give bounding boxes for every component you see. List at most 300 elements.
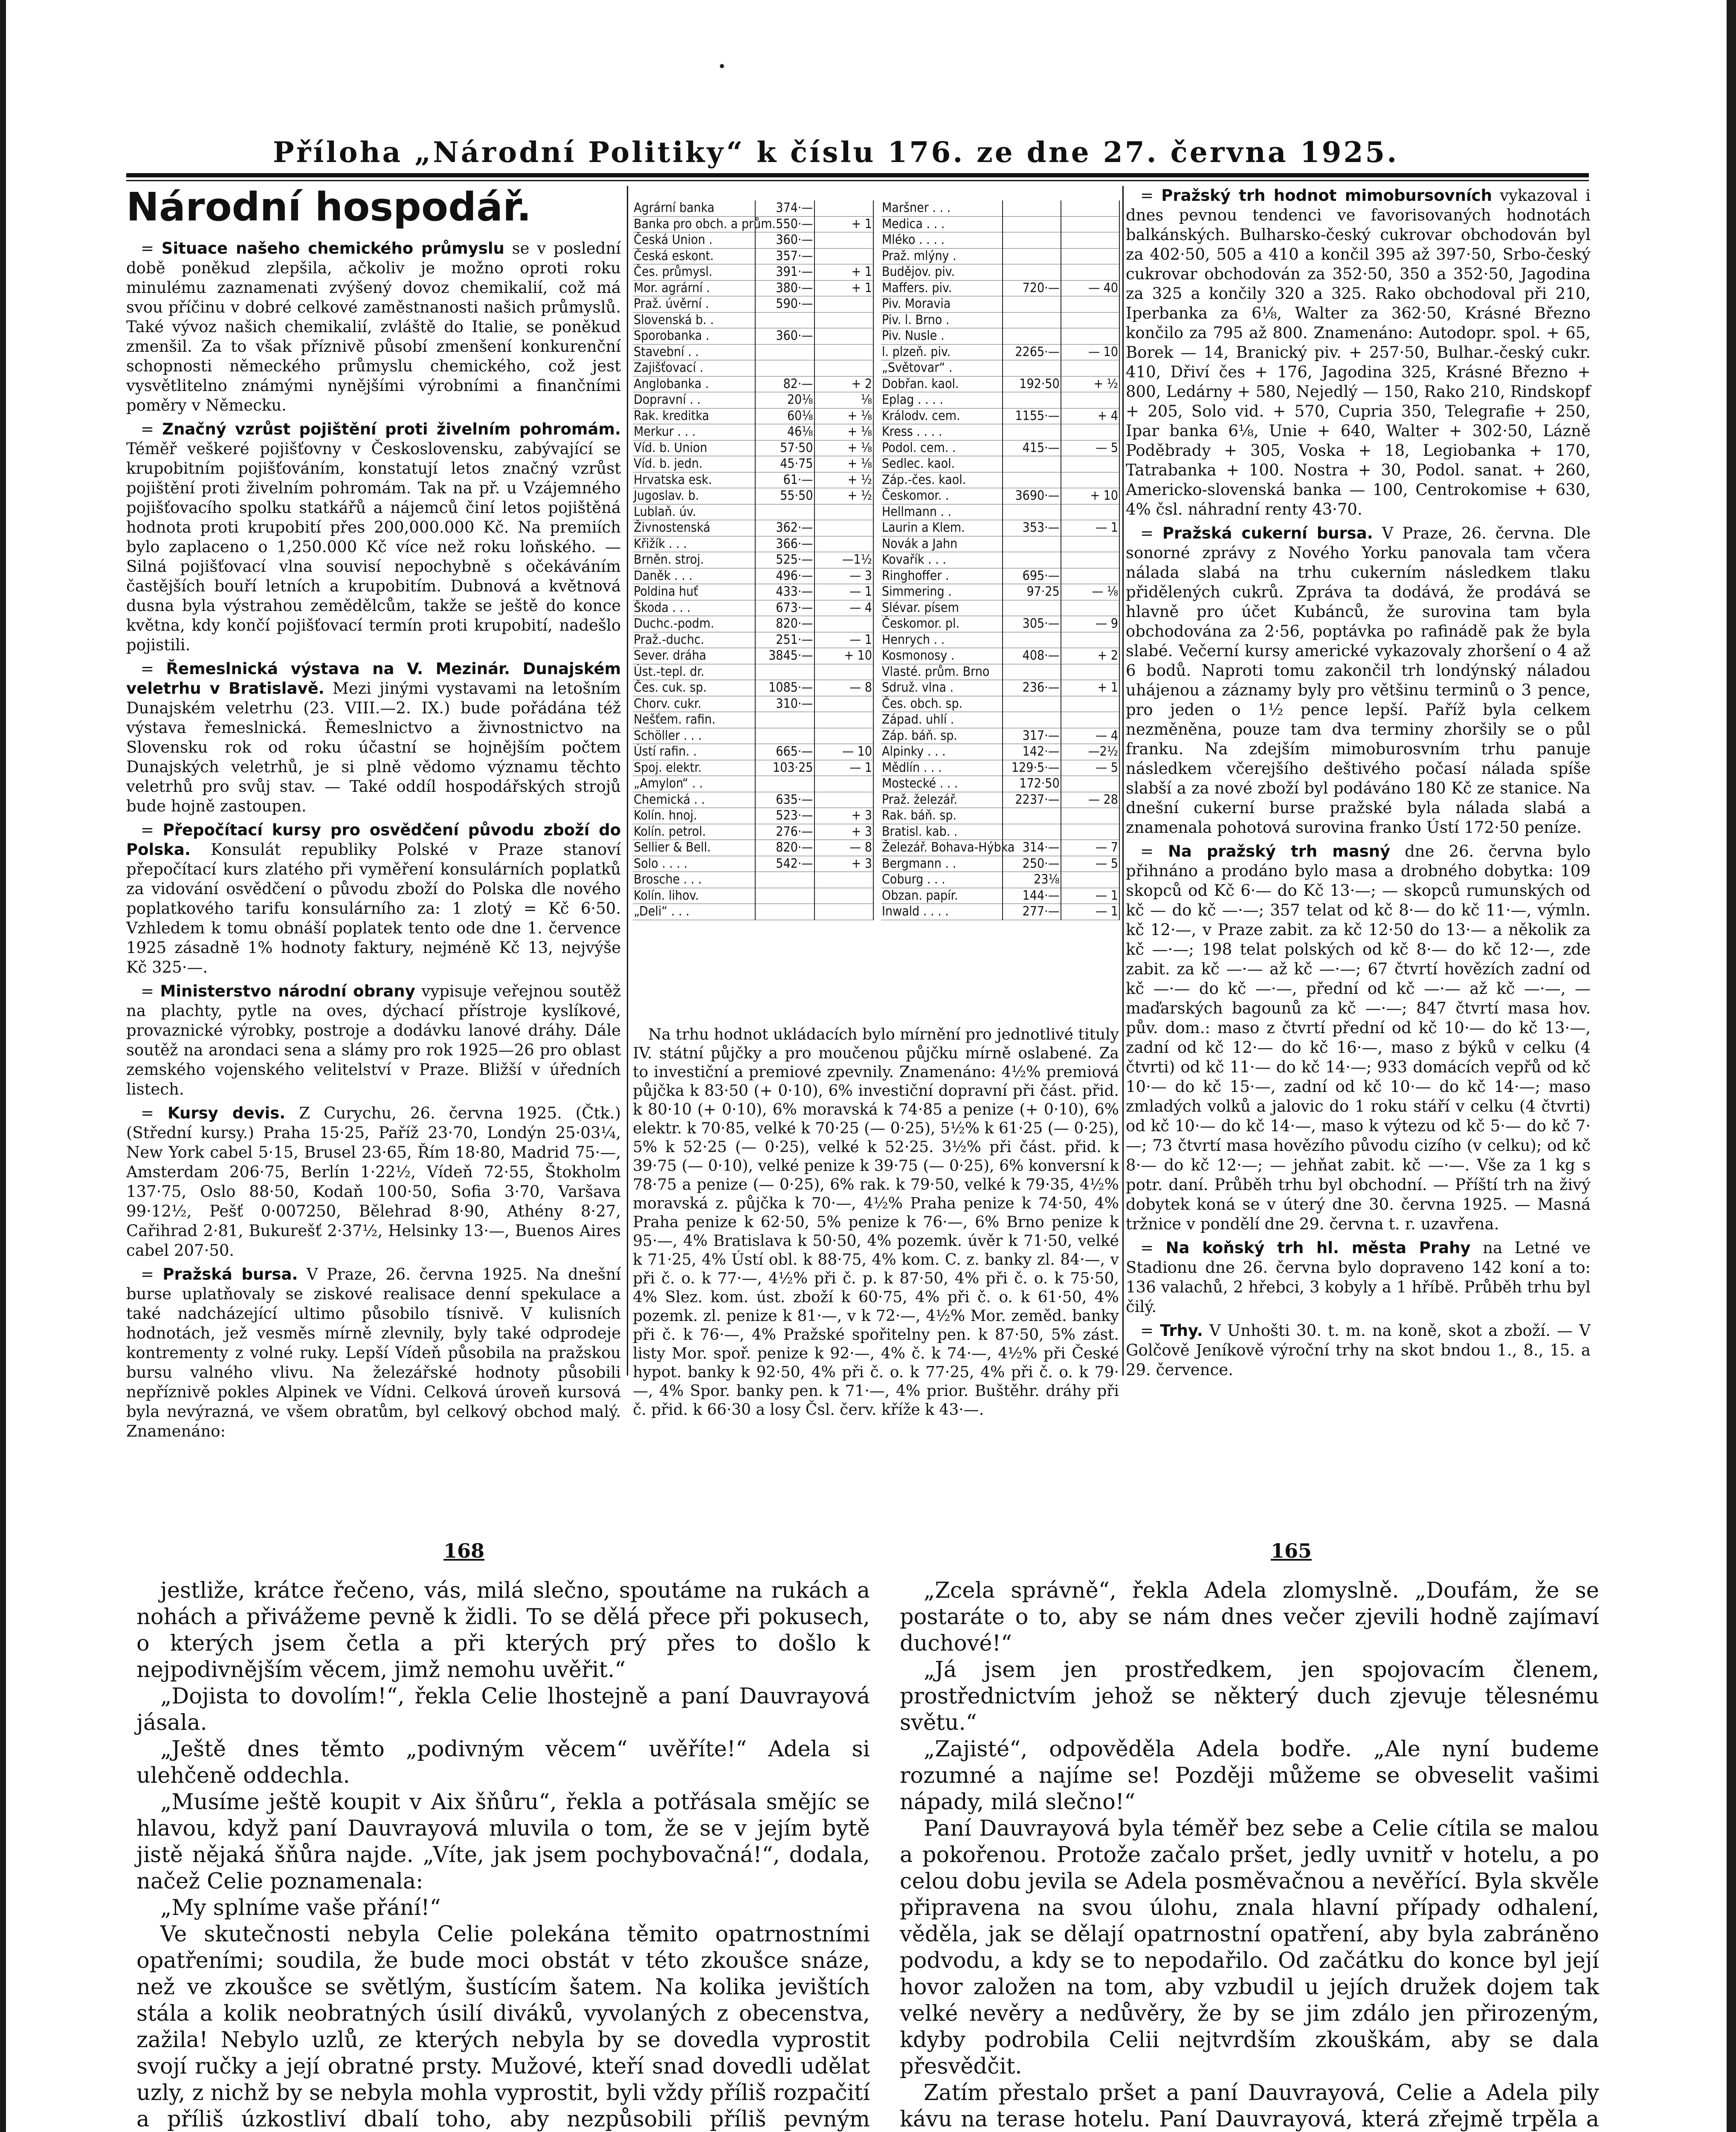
quote-name: Inwald . . . .	[881, 904, 1003, 920]
page-number-right: 165	[1271, 1539, 1312, 1562]
quote-price	[1003, 552, 1061, 568]
news-item-text: vykazoval i dnes pevnou tendenci ve favorisovaných hodnotách balkánských. Bulharsko-český cukrovar obchodován byl za 402·50, 505 a 410 a končil 395 až 397·50, Srbo-český cukrovar obchodován za 352·50, 350 a 352·50, Jagodina za 325 a končily 320 a 325. Rako obchodoval při 210, Iperbanka za 6⅛, Walter za 362·50, Krásné Březno končilo za 795 až 800. Znamenáno: Autodopr. spol. + 65, Borek — 14, Branický piv. + 257·50, Bulhar.-český cukr. 410, Dřiví čes + 176, Jagodina 325, Krásné Březno + 800, Ledárny + 580, Nejedlý — 150, Rako 210, Rindskopf + 205, Solo vid. + 570, Cupria 350, Telegrafie + 250, Ipar banka 6⅛, Unie + 640, Walter + 302·50, Lázně Poděbrady + 305, Voska + 18, Legiobanka + 170, Tatrabanka + 100. Nostra + 30, Podol. sanat. + 260, Americko-slovenská banka — 100, Centrokomise + 630, 4% čsl. náhradní renty 43·70.	[1126, 186, 1591, 519]
quote-price: 55·50	[755, 488, 814, 504]
quote-price: 57·50	[755, 440, 814, 456]
quote-change	[814, 888, 874, 904]
quote-row	[633, 792, 873, 808]
quote-change	[814, 360, 874, 377]
quote-name: Daněk . . .	[633, 568, 755, 584]
quote-price	[1003, 456, 1061, 472]
stock-quotes-table-right	[881, 200, 1120, 1023]
quote-name: Piv. Nusle .	[881, 328, 1003, 345]
quote-change: + 1	[1061, 680, 1119, 696]
quote-name: Rak. báň. sp.	[881, 808, 1003, 824]
quote-price: 408·—	[1003, 648, 1061, 664]
quote-change	[1061, 200, 1119, 216]
news-item-heading: Trhy.	[1160, 1321, 1203, 1340]
quote-price	[1003, 664, 1061, 680]
quote-row	[881, 856, 1119, 872]
news-item: = Pražská bursa. V Praze, 26. června 1925. Na dnešní burse uplatňovaly se ziskové realisace denní spekulace a také nadcházející ultimo působilo tísnivě. V kulisních hodnotách, jež vesměs mírně zlevnily, byly také odprodeje kontrementy z volné ruky. Lepší Vídeň působila na pražskou bursu valného vlivu. Na železářské hodnoty působili nepříznivě pokles Alpinek ve Vídni. Celková úroveň kursová byla nevýrazná, ve všem obratům, byl celkový obchod malý. Znamenáno:	[126, 1265, 621, 1440]
quote-change: — 5	[1061, 856, 1119, 872]
quote-row	[633, 424, 873, 440]
quote-row	[881, 328, 1119, 345]
quote-row	[633, 232, 873, 249]
news-item-text: V Praze, 26. června. Dle sonorné zprávy z Nového Yorku panovala tam včera nálada slabá na trhu cukerním následkem tlaku přidělených cukrů. Zpráva ta dodává, že prodává se hlavně pro účet Kubánců, že surovina tam byla obchodována za 2·56, poptávka po rafinádě pak že byla slabé. Večerní kursy americké vykazovaly zhoršení o 4 až 6 bodů. Naproti tomu zakončil trh londýnský náladou uhájenou a záznamy byly pro většinu terminů o 3 pence, pro jeden o 1½ pence lepší. Paříž byla celkem nezměněna, pouze tam dva terminy zhoršily se o půl franku. Na zdejším mimoburosvním trhu panuje následkem včerejšího deštivého počasí nálada spíše slabší a za nové zboží byl podáváno 180 Kč ze stanice. Na dnešní cukerní burse pražské byla nálada slabá a znamenala pohotová surovina franko Ústí 172·50 peníze.	[1126, 524, 1591, 837]
novel-paragraph: „Já jsem jen prostředkem, jen spojovacím členem, prostřednictvím jehož se některý duch zjevuje tělesnému světu.“	[900, 1657, 1599, 1735]
quote-name: Brněn. stroj.	[633, 552, 755, 568]
quote-name: Budějov. piv.	[881, 264, 1003, 281]
quote-change: — 1	[1061, 888, 1119, 904]
quote-price: 366·—	[755, 536, 814, 552]
news-item-heading: Pražská bursa.	[162, 1265, 298, 1283]
quote-name: Ústí rafin. .	[633, 744, 755, 760]
quote-price: 3690·—	[1003, 488, 1061, 504]
quote-name: Bergmann . .	[881, 856, 1003, 872]
quote-name: Víd. b. Union	[633, 440, 755, 456]
stock-quotes-table-left	[633, 200, 874, 1023]
quote-change	[1061, 360, 1119, 377]
quote-change: — 1	[814, 632, 874, 648]
quote-price: 2265·—	[1003, 344, 1061, 360]
news-item-heading: Pražská cukerní bursa.	[1162, 524, 1373, 542]
quote-change	[814, 504, 874, 520]
quote-row	[633, 552, 873, 568]
news-item: = Na koňský trh hl. města Prahy na Letné ve Stadionu dne 26. června bylo dopraveno 142 koní a to: 136 valachů, 2 hřebci, 3 kobyly a 1 hříbě. Průběh trhu byl čilý.	[1126, 1239, 1591, 1316]
quote-name: Českomor. pl.	[881, 616, 1003, 632]
quote-name: Praž. železář.	[881, 792, 1003, 808]
quote-row	[633, 488, 873, 504]
quote-name: Chorv. cukr.	[633, 696, 755, 712]
quote-name: Dobřan. kaol.	[881, 376, 1003, 392]
novel-paragraph: Paní Dauvrayová byla téměř bez sebe a Celie cítila se malou a pokořenou. Protože začalo pršet, jedly uvnitř v hotelu, a po celou dobu jevila se Adela posměvačnou a nevěřící. Byla skvěle připravena na svou úlohu, znala hlavní případy odhalení, věděla, jak se dělají opatrnostní opatření, aby byla zabráněno podvodu, a kdy se to nepodařilo. Od začátku do konce byl její hovor založen na tom, aby vzbudil u jejích družek dojem tak velké nevěry a nedůvěry, že by se jim zdálo jen přirozeným, kdyby podrobila Celii nejtvrdším zkouškám, aby se dala přesvědčit.	[900, 1816, 1599, 2079]
quote-change: + 1	[814, 264, 874, 281]
quote-price: 276·—	[755, 824, 814, 840]
quote-name: Alpinky . . .	[881, 744, 1003, 760]
quote-row	[881, 904, 1119, 920]
quote-row	[633, 776, 873, 792]
quote-price: 314·—	[1003, 840, 1061, 856]
news-item-text: Téměř veškeré pojišťovny v Československu, zabývající se krupobitním pojišťováním, konstatují letos značný vzrůst pojištění proti živelním pohromám. Tak na př. u Vzájemného pojišťovacího spolku statkářů a nájemců činí letos pojištěná hodnota proti krupobití přes 200,000.000 Kč. Na premiích bylo zaplaceno o 1,250.000 Kč více než roku loňského. — Silná pojišťovací vlna souvisí nepochybně s očekáváním častějších bouří letních a krupobitím. Dubnová a květnová dusna byla výstrahou zemědělcům, takže se ještě do konce května, kdy končí pojišťovací termín proti krupobití, nadešlo pojistili.	[126, 440, 621, 654]
quote-price: 317·—	[1003, 728, 1061, 744]
quote-name: Česká eskont.	[633, 248, 755, 264]
news-item: = Trhy. V Unhošti 30. t. m. na koně, skot a zboží. — V Golčově Jeníkově výroční trhy na skot bndou 1., 8., 15. a 29. července.	[1126, 1321, 1591, 1379]
quote-name: Agrární banka	[633, 200, 755, 216]
quote-change: — 9	[1061, 616, 1119, 632]
news-item-heading: Značný vzrůst pojištění proti živelním pohromám.	[162, 420, 621, 438]
quote-price	[1003, 248, 1061, 264]
quote-name: Čes. cuk. sp.	[633, 680, 755, 696]
quote-name: Kolín. petrol.	[633, 824, 755, 840]
quote-price	[1003, 504, 1061, 520]
quote-row	[881, 808, 1119, 824]
quote-price: 374·—	[755, 200, 814, 216]
quote-price	[755, 312, 814, 328]
quote-name: Kovařík . . .	[881, 552, 1003, 568]
quote-row	[881, 424, 1119, 440]
quote-name: Henrych . .	[881, 632, 1003, 648]
quote-name: Kolín. lihov.	[633, 888, 755, 904]
quote-change: + ⅛	[814, 408, 874, 424]
quote-change: + 4	[1061, 408, 1119, 424]
quote-name: Merkur . . .	[633, 424, 755, 440]
quote-price: 2237·—	[1003, 792, 1061, 808]
quote-row	[881, 520, 1119, 536]
news-item-heading: Ministerstvo národní obrany	[160, 982, 415, 1000]
quote-change: — 5	[1061, 760, 1119, 776]
quote-row	[881, 408, 1119, 424]
quote-name: Coburg . . .	[881, 872, 1003, 888]
quote-price: 720·—	[1003, 280, 1061, 296]
news-item-text: V Praze, 26. června 1925. Na dnešní burse uplatňovaly se ziskové realisace denní spekulace a také nadcházející ultimo působilo tísnivě. V kulisních hodnotách, jež vesměs mírně zlevnily, byly také odprodeje kontrementy z volné ruky. Lepší Vídeň působila na pražskou bursu valného vlivu. Na železářské hodnoty působili nepříznivě pokles Alpinek ve Vídni. Celková úroveň kursová byla nevýrazná, ve všem obratům, byl celkový obchod malý. Znamenáno:	[126, 1265, 621, 1440]
quote-price: 82·—	[755, 376, 814, 392]
quote-price	[1003, 696, 1061, 712]
quote-price	[755, 664, 814, 680]
quote-change	[1061, 504, 1119, 520]
quote-name: Nešťem. rafin.	[633, 712, 755, 728]
quote-change	[1061, 392, 1119, 408]
quote-row	[633, 696, 873, 712]
quote-price	[755, 776, 814, 792]
bond-market-report	[633, 1025, 1119, 1419]
quote-price	[1003, 712, 1061, 728]
quote-change	[814, 328, 874, 345]
news-item-heading: Na koňský trh hl. města Prahy	[1165, 1239, 1471, 1257]
quote-change	[1061, 424, 1119, 440]
quote-change	[1061, 568, 1119, 584]
quote-row	[633, 904, 873, 920]
quote-name: Mléko . . . .	[881, 232, 1003, 249]
quote-change: + ½	[814, 488, 874, 504]
quote-name: Ringhoffer .	[881, 568, 1003, 584]
quote-row	[633, 872, 873, 888]
quote-price	[1003, 200, 1061, 216]
quote-row	[881, 504, 1119, 520]
quote-change: + ⅛	[814, 456, 874, 472]
quote-name: Laurin a Klem.	[881, 520, 1003, 536]
quote-row	[881, 264, 1119, 281]
quote-change: — 7	[1061, 840, 1119, 856]
quote-change	[814, 536, 874, 552]
quote-name: Kosmonosy .	[881, 648, 1003, 664]
quote-price	[755, 888, 814, 904]
quote-price: 236·—	[1003, 680, 1061, 696]
quote-row	[881, 232, 1119, 249]
quote-name: l. plzeň. piv.	[881, 344, 1003, 360]
quote-price: 590·—	[755, 296, 814, 313]
quote-row	[633, 584, 873, 600]
news-item-text: se v poslední době poněkud zlepšila, ačkoliv je možno oproti roku minulému zaznamenati zvýšený dovoz chemikalií, což má svou příčinu v dobré celkové zaměstnanosti našich průmyslů. Také vývoz našich chemikalií, zvláště do Italie, se poněkud zmenšil. Za to však příznivě působí zmenšení konkurenční schopnosti německého průmyslu chemického, což jest vysvětlitelno známými nynějšími výrobními a finančními poměry v Německu.	[126, 239, 621, 414]
quote-change	[814, 712, 874, 728]
quote-price: 362·—	[755, 520, 814, 536]
quote-price: 391·—	[755, 264, 814, 281]
quote-price	[1003, 392, 1061, 408]
quote-change: — 1	[1061, 904, 1119, 920]
news-item-text: Mezi jinými vystavami na letošním Dunajském veletrhu (23. VIII.—2. IX.) bude pořádána též výstava řemeslnická. Řemeslnictvo a živnostnictvo na Slovensku rok od roku účastní se hojnějším počtem Dunajských veletrhů, je si plně vědomo významu těchto veletrhů pro svůj stav. — Také oddíl hospodářských strojů bude hojně zastoupen.	[126, 679, 621, 815]
quote-row	[881, 680, 1119, 696]
quote-change	[1061, 472, 1119, 488]
quote-row	[881, 696, 1119, 712]
novel-page-left	[136, 1578, 870, 2132]
quote-change: — 4	[1061, 728, 1119, 744]
quote-change: — 1	[814, 760, 874, 776]
quote-change: + 2	[814, 376, 874, 392]
quote-name: Živnostenská	[633, 520, 755, 536]
quote-row	[881, 472, 1119, 488]
quote-row	[633, 456, 873, 472]
quote-price: 353·—	[1003, 520, 1061, 536]
quote-price	[1003, 632, 1061, 648]
quote-change	[814, 792, 874, 808]
quote-change: + 3	[814, 808, 874, 824]
quote-row	[633, 680, 873, 696]
quote-change	[1061, 776, 1119, 792]
quote-row	[881, 712, 1119, 728]
quote-change: + 1	[814, 280, 874, 296]
quote-price: 20⅛	[755, 392, 814, 408]
quote-change: —2½	[1061, 744, 1119, 760]
quote-change: + 3	[814, 856, 874, 872]
quote-change	[1061, 328, 1119, 345]
news-item: = Přepočítací kursy pro osvědčení původu zboží do Polska. Konsulát republiky Polské v Praze stanoví přepočítací kurs zlatého při vyměření konsulárních poplatků za vidování osvědčení o původu zboží do Polska dle nového poplatkového tarifu konsulárního za: 1 zlotý = Kč 6·50. Vzhledem k tomu obnáší poplatek tento ode dne 1. července 1925 zásadně 1% hodnoty faktury, nejméně Kč 13, nejvýše Kč 325·—.	[126, 821, 621, 976]
novel-paragraph: Zatím přestalo pršet a paní Dauvrayová, Celie a Adela pily kávu na terase hotelu. Paní Dauvrayová, která zřejmě trpěla a	[900, 2080, 1599, 2132]
quote-row	[881, 648, 1119, 664]
quote-name: Simmering .	[881, 584, 1003, 600]
quote-name: Rak. kreditka	[633, 408, 755, 424]
quote-change: — 5	[1061, 440, 1119, 456]
quote-row	[633, 712, 873, 728]
quote-price: 305·—	[1003, 616, 1061, 632]
quote-price: 192·50	[1003, 376, 1061, 392]
quote-change	[1061, 632, 1119, 648]
quote-row	[881, 824, 1119, 840]
quote-price	[755, 872, 814, 888]
quote-row	[881, 632, 1119, 648]
quote-name: Škoda . . .	[633, 600, 755, 616]
quote-price: 380·—	[755, 280, 814, 296]
quote-change: — ⅛	[1061, 584, 1119, 600]
quote-name: Stavební . .	[633, 344, 755, 360]
quote-row	[633, 472, 873, 488]
quote-price: 129·5·—	[1003, 760, 1061, 776]
quote-price: 635·—	[755, 792, 814, 808]
quote-row	[881, 664, 1119, 680]
quote-row	[881, 280, 1119, 296]
column-divider	[1122, 186, 1124, 1376]
quote-price	[755, 344, 814, 360]
quote-name: Kolín. hnoj.	[633, 808, 755, 824]
quote-row	[633, 824, 873, 840]
quote-row	[881, 792, 1119, 808]
quote-row	[633, 296, 873, 313]
quote-change: — 3	[814, 568, 874, 584]
quote-row	[633, 360, 873, 377]
quote-name: Železář. Bohava-Hýbka	[882, 840, 1015, 855]
quote-row	[881, 744, 1119, 760]
quote-row	[633, 664, 873, 680]
quote-price: 97·25	[1003, 584, 1061, 600]
quote-price	[755, 728, 814, 744]
news-item-text: Konsulát republiky Polské v Praze stanoví přepočítací kurs zlatého při vyměření konsulárních poplatků za vidování osvědčení o původu zboží do Polska dle nového poplatkového tarifu konsulárního za: 1 zlotý = Kč 6·50. Vzhledem k tomu obnáší poplatek tento ode dne 1. července 1925 zásadně 1% hodnoty faktury, nejméně Kč 13, nejvýše Kč 325·—.	[126, 840, 621, 976]
quote-row	[633, 344, 873, 360]
quote-price	[755, 712, 814, 728]
novel-page-right	[900, 1578, 1599, 2132]
quote-name: Hellmann . .	[881, 504, 1003, 520]
news-item: = Řemeslnická výstava na V. Mezinár. Dunajském veletrhu v Bratislavě. Mezi jinými vystavami na letošním Dunajském veletrhu (23. VIII.—2. IX.) bude pořádána též výstava řemeslnická. Řemeslnictvo a živnostnictvo na Slovensku rok od roku účastní se hojnějším počtem Dunajských veletrhů, je si plně vědomo významu těchto veletrhů pro svůj stav. — Také oddíl hospodářských strojů bude hojně zastoupen.	[126, 660, 621, 815]
quote-name: Západ. uhlí .	[881, 712, 1003, 728]
quote-row	[881, 248, 1119, 264]
quote-change	[814, 728, 874, 744]
quote-change	[814, 696, 874, 712]
quote-price: 250·—	[1003, 856, 1061, 872]
quote-price: 433·—	[755, 584, 814, 600]
quote-price: 360·—	[755, 232, 814, 249]
quote-change	[1061, 808, 1119, 824]
quote-name: Bratisl. kab. .	[881, 824, 1003, 840]
novel-paragraph: „Dojista to dovolím!“, řekla Celie lhostejně a paní Dauvrayová jásala.	[136, 1684, 870, 1735]
quote-price	[1003, 808, 1061, 824]
quote-change: + 2	[1061, 648, 1119, 664]
scan-speck	[720, 64, 724, 68]
quote-change	[1061, 664, 1119, 680]
quote-name: Sporobanka .	[633, 328, 755, 345]
novel-paragraph: „Zcela správně“, řekla Adela zlomyslně. „Doufám, že se postaráte o to, aby se nám dnes večer zjevili hodně zajímaví duchové!“	[900, 1578, 1599, 1656]
quote-name: Praž.-duchc.	[633, 632, 755, 648]
quote-price: 523·—	[755, 808, 814, 824]
news-item-text: dne 26. června bylo přihnáno a prodáno bylo masa a drobného dobytka: 109 skopců od Kč 6·— do Kč 13·—; — skopců rumunských od kč — do kč —·—; 357 telat od kč 8·— do kč 11·—, výmln. kč 12·—, v Praze zabit. za kč 12·50 do 13·— a několik za kč —·—; 198 telat polských od kč 8·— do kč 12·—, zde zabit. za kč —·— až kč —·—; 67 čtvrtí hovězích zadní od kč —·— do kč —·—, přední od kč —·— až kč —·—, — maďarských bagounů za kč —·—; 847 čtvrtí masa hov. pův. dom.: maso z čtvrtí přední od kč 10·— do kč 13·—, zadní od kč 12·— do kč 16·—, maso z býků v celku (4 čtvrti) od kč 11·— do kč 14·—; 933 domácích vepřů od kč 10·— do kč 15·—, zadní od kč 10·— do kč 14·—; maso zmladých volků a jalovic do 1 roku stáří v celku (4 čtvrti) od kč 10·— do kč 14·—, maso k výtezu od kč 5·— do kč 7·—; 73 čtvrtí masa hovězího původu cizího (v celku); od kč 8·— do kč 12·—; — jehňat zabit. kč —·—. Vše za 1 kg s potr. daní. Průběh trhu byl obchodní. — Příští trh na živý dobytek koná se v úterý dne 30. června 1925. — Masná tržnice v pondělí dne 29. června t. r. uzavřena.	[1126, 842, 1591, 1233]
quote-name: Duchc.-podm.	[633, 616, 755, 632]
quote-change	[814, 200, 874, 216]
novel-paragraph: Ve skutečnosti nebyla Celie polekána těmito opatrnostními opatřeními; soudila, že bude moci obstát v této zkoušce snáze, než ve zkoušce se světlým, šustícím šatem. Na kolika jevištích stála a kolik neobratných úsilí diváků, vyvolaných z obecenstva, zažila! Nebylo uzlů, ze kterých nebyla by se dovedla vyprostit svojí ručky a její obratné prsty. Mužové, kteří snad dovedli udělat uzly, z nichž by se nebyla mohla vyprostit, byli vždy příliš rozpačití a příliš úzkostliví dbalí toho, aby nezpůsobili příliš pevným	[136, 1922, 870, 2132]
quote-row	[881, 312, 1119, 328]
quote-name: Sdruž. vlna .	[881, 680, 1003, 696]
quote-name: Praž. úvěrní .	[633, 296, 755, 313]
quote-row	[881, 376, 1119, 392]
quote-price	[1003, 312, 1061, 328]
quote-row	[881, 440, 1119, 456]
quote-change: — 8	[814, 680, 874, 696]
quote-name: Solo . . . .	[633, 856, 755, 872]
quote-row	[633, 744, 873, 760]
novel-paragraph: „Musíme ještě koupit v Aix šňůru“, řekla a potřásala smějíc se hlavou, když paní Dauvrayová mluvila o tom, že se v jejím bytě jistě nějaká šňůra najde. „Víte, jak jsem pochybovačná!“, dodala, načež Celie poznamenala:	[136, 1790, 870, 1894]
quote-row	[633, 760, 873, 776]
quote-change: — 1	[1061, 520, 1119, 536]
quote-change	[1061, 872, 1119, 888]
quote-name: Piv. Moravia	[881, 296, 1003, 313]
quote-price: 360·—	[755, 328, 814, 345]
quote-row	[881, 568, 1119, 584]
quote-change: — 40	[1061, 280, 1119, 296]
quote-change: — 28	[1061, 792, 1119, 808]
quote-name: „Světovar“ .	[881, 360, 1003, 377]
quote-change: + ⅛	[814, 440, 874, 456]
quote-name: Brosche . . .	[633, 872, 755, 888]
quote-change	[814, 312, 874, 328]
news-item-text: Z Curychu, 26. června 1925. (Čtk.) (Střední kursy.) Praha 15·25, Paříž 23·70, Londýn 25·03¼, New York cabel 5·15, Brusel 23·65, Řím 18·80, Madrid 75·—, Amsterdam 206·75, Berlín 1·22½, Vídeň 72·55, Štokholm 137·75, Oslo 88·50, Kodaň 100·50, Sofia 3·70, Varšava 99·12½, Pešť 0·007250, Bělehrad 8·90, Athény 8·27, Cařihrad 2·81, Bukurešť 2·37½, Helsinky 13·—, Buenos Aires cabel 207·50.	[126, 1104, 621, 1260]
quote-price	[1003, 232, 1061, 249]
news-item: = Kursy devis. Z Curychu, 26. června 1925. (Čtk.) (Střední kursy.) Praha 15·25, Paříž 23·70, Londýn 25·03¼, New York cabel 5·15, Brusel 23·65, Řím 18·80, Madrid 75·—, Amsterdam 206·75, Berlín 1·22½, Vídeň 72·55, Štokholm 137·75, Oslo 88·50, Kodaň 100·50, Sofia 3·70, Varšava 99·12½, Pešť 0·007250, Bělehrad 8·90, Athény 8·27, Cařihrad 2·81, Bukurešť 2·37½, Helsinky 13·—, Buenos Aires cabel 207·50.	[126, 1104, 621, 1260]
scan-edge-left	[0, 0, 6, 2132]
quote-price: 103·25	[755, 760, 814, 776]
quote-price: 23⅛	[1003, 872, 1061, 888]
quote-price: 144·—	[1003, 888, 1061, 904]
quote-row	[633, 200, 873, 216]
quote-name: Králodv. cem.	[881, 408, 1003, 424]
news-item-heading: Na pražský trh masný	[1168, 842, 1391, 860]
quote-price: 172·50	[1003, 776, 1061, 792]
economy-column-right	[1126, 186, 1591, 1380]
quote-name: Praž. mlýny .	[881, 248, 1003, 264]
quote-row	[881, 200, 1119, 216]
quote-name: Mostecké . . .	[881, 776, 1003, 792]
quote-change	[814, 344, 874, 360]
quote-name: Jugoslav. b.	[633, 488, 755, 504]
quote-name: Záp.-čes. kaol.	[881, 472, 1003, 488]
quote-row	[633, 840, 873, 856]
quote-change	[1061, 712, 1119, 728]
quote-row	[881, 216, 1119, 232]
news-item: = Pražská cukerní bursa. V Praze, 26. června. Dle sonorné zprávy z Nového Yorku panovala tam včera nálada slabá na trhu cukerním následkem tlaku přidělených cukrů. Zpráva ta dodává, že prodává se hlavně pro účet Kubánců, že surovina tam byla obchodována za 2·56, poptávka po rafinádě pak že byla slabé. Večerní kursy americké vykazovaly zhoršení o 4 až 6 bodů. Naproti tomu zakončil trh londýnský náladou uhájenou a záznamy byly pro většinu terminů o 3 pence, pro jeden o 1½ pence lepší. Paříž byla celkem nezměněna, pouze tam dva terminy zhoršily se o půl franku. Na zdejším mimoburosvním trhu panuje následkem včerejšího deštivého počasí nálada spíše slabší a za nové zboží byl podáváno 180 Kč ze stanice. Na dnešní cukerní burse pražské byla nálada slabá a znamenala pohotová surovina franko Ústí 172·50 peníze.	[1126, 524, 1591, 837]
quote-name: Spoj. elektr.	[633, 760, 755, 776]
news-item-heading: Pražský trh hodnot mimobursovních	[1161, 186, 1492, 205]
quote-price: 695·—	[1003, 568, 1061, 584]
quote-price: 665·—	[755, 744, 814, 760]
quote-change	[1061, 216, 1119, 232]
quote-change	[814, 904, 874, 920]
quote-price: 820·—	[755, 840, 814, 856]
news-item-heading: Situace našeho chemického průmyslu	[161, 239, 504, 258]
quote-change	[814, 664, 874, 680]
quote-name: Čes. obch. sp.	[881, 696, 1003, 712]
quote-row	[633, 408, 873, 424]
quote-name: Zajišťovací .	[633, 360, 755, 377]
quote-price: 673·—	[755, 600, 814, 616]
quote-name: Mědlín . . .	[881, 760, 1003, 776]
quote-change: — 8	[814, 840, 874, 856]
quote-name: Lublaň. úv.	[633, 504, 755, 520]
quote-change: + 1	[814, 216, 874, 232]
quote-name: Medica . . .	[881, 216, 1003, 232]
quote-change	[1061, 456, 1119, 472]
quote-row	[633, 328, 873, 345]
news-item-heading: Řemeslnická výstava na V. Mezinár. Dunajském veletrhu v Bratislavě.	[126, 660, 621, 698]
quote-row	[881, 616, 1119, 632]
quote-row	[633, 568, 873, 584]
quote-change: ⅛	[814, 392, 874, 408]
news-item-heading: Přepočítací kursy pro osvědčení původu zboží do Polska.	[126, 821, 621, 859]
quote-row	[881, 392, 1119, 408]
quote-name: Dopravní . .	[633, 392, 755, 408]
quote-price	[755, 904, 814, 920]
header-rule-thin	[126, 180, 1589, 181]
quote-row	[633, 808, 873, 824]
quote-price: 1085·—	[755, 680, 814, 696]
quote-change	[1061, 296, 1119, 313]
quote-row	[633, 440, 873, 456]
quote-change	[1061, 824, 1119, 840]
quote-name: Maršner . . .	[881, 200, 1003, 216]
quote-change: + ½	[814, 472, 874, 488]
page-number-left: 168	[443, 1539, 485, 1562]
quote-name: Záp. báň. sp.	[881, 728, 1003, 744]
quote-change: — 1	[814, 584, 874, 600]
quote-name: Českomor. .	[881, 488, 1003, 504]
quote-price: 3845·—	[755, 648, 814, 664]
novel-paragraph: „Ještě dnes těmto „podivným věcem“ uvěříte!“ Adela si ulehčeně oddechla.	[136, 1737, 870, 1788]
quote-row	[633, 632, 873, 648]
quote-row	[633, 536, 873, 552]
quote-change	[814, 520, 874, 536]
quote-price: 251·—	[755, 632, 814, 648]
